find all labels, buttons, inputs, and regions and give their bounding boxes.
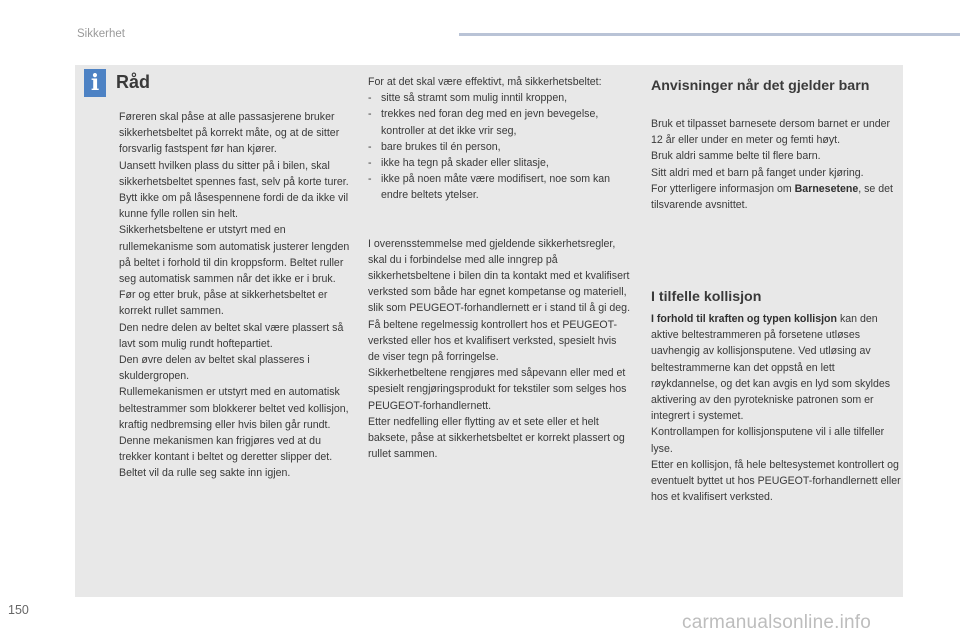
list-item: - ikke på noen måte være modifisert, noe som kan endre beltets ytelser. (368, 173, 611, 202)
page-number: 150 (8, 603, 29, 617)
maintenance-paragraph: Få beltene regelmessig kontrollert hos et PEUGEOT-verksted eller hos et kvalifisert verksted, spesielt hvis de viser tegn på forringelse. (368, 318, 618, 364)
list-item: - trekkes ned foran deg med en jevn bevegelse, kontroller at det ikke vrir seg, (368, 108, 599, 137)
collision-paragraph: Etter en kollisjon, få hele beltesystemet kontrollert og eventuelt byttet ut hos PEUGEOT-forhandlernett eller hos et kvalifisert verksted. (651, 458, 901, 504)
maintenance-paragraph: I overensstemmelse med gjeldende sikkerhetsregler, skal du i forbindelse med alle inngrep på sikkerhetsbeltene i bilen din ta kontakt med et kvalifisert verksted som både har egnet kompetanse og materiell, slik som PEUGEOT-forhandlernett er i stand til å gi deg. (368, 237, 631, 315)
maintenance-paragraph: Sikkerhetbeltene rengjøres med såpevann eller med et spesielt rengjøringsprodukt for tekstiler som selges hos PEUGEOT-forhandlernett. (368, 367, 627, 412)
child-seats-reference: Barnesetene (794, 182, 859, 195)
advice-paragraph: Før og etter bruk, påse at sikkerhetsbeltet er korrekt rullet sammen. (119, 289, 328, 318)
advice-paragraph: Føreren skal påse at alle passasjerene bruker sikkerhetsbeltet på korrekt måte, og at de sitter forsvarlig fastspent før han kjører. (119, 111, 340, 156)
advice-title: Råd (116, 72, 151, 92)
advice-paragraph: Sikkerhetsbeltene er utstyrt med en rullemekanisme som automatisk justerer lengden på beltet i forhold til din kroppsform. Beltet ruller seg automatisk sammen når det ikke er i bruk. (119, 224, 350, 286)
children-paragraph: Bruk et tilpasset barnesete dersom barnet er under 12 år eller under en meter og femti høyt. (651, 118, 891, 147)
advice-paragraph: Bytt ikke om på låsespennene fordi de da ikke vil kunne fylle rollen sin helt. (119, 192, 349, 221)
collision-paragraph: Kontrollampen for kollisjonsputene vil i alle tilfeller lyse. (651, 426, 885, 455)
collision-column (651, 311, 901, 505)
section-header: Sikkerhet (77, 28, 125, 40)
requirements-intro: For at det skal være effektivt, må sikkerhetsbeltet: (368, 76, 602, 88)
children-column (651, 116, 901, 213)
maintenance-paragraph: Etter nedfelling eller flytting av et sete eller et helt baksete, påse at sikkerhetsbeltet er korrekt plassert og rullet sammen. (368, 415, 625, 461)
list-item: - ikke ha tegn på skader eller slitasje, (368, 157, 549, 170)
header-rule (459, 33, 960, 36)
collision-paragraph: I forhold til kraften og typen kollisjon kan den aktive beltestrammeren på forsetene utløses uavhengig av kollisjonsputene. Ved utløsing av beltestrammerne kan det oppstå en lett røykdannelse, og det kan avgis en lyd som skyldes aktivering av den pyrotekniske patronen som er integrert i systemet. (651, 313, 891, 423)
advice-paragraph: Den nedre delen av beltet skal være plassert så lavt som mulig rundt hoftepartiet. (119, 321, 344, 350)
children-paragraph: Bruk aldri samme belte til flere barn. (651, 150, 821, 163)
collision-heading: I tilfelle kollisjon (651, 289, 762, 305)
list-item: - sitte så stramt som mulig inntil kroppen, (368, 92, 568, 105)
children-heading: Anvisninger når det gjelder barn (651, 78, 870, 94)
advice-paragraph: Rullemekanismen er utstyrt med en automatisk beltestrammer som blokkerer beltet ved kollisjon, kraftig nedbremsing eller hvis bilen går rundt. Denne mekanismen kan frigjøres ved at du trekker kontant i beltet og deretter slipper det. Beltet vil da rulle seg sakte inn igjen. (119, 386, 349, 480)
list-item: - bare brukes til én person, (368, 140, 501, 153)
children-paragraph: Sitt aldri med et barn på fanget under kjøring. (651, 166, 864, 179)
advice-paragraph: Uansett hvilken plass du sitter på i bilen, skal sikkerhetsbeltet spennes fast, selv på korte turer. (119, 159, 349, 188)
advice-column (119, 109, 356, 482)
info-icon: i (84, 69, 106, 97)
watermark: carmanualsonline.info (682, 612, 872, 633)
belt-requirements-column (368, 74, 630, 462)
advice-paragraph: Den øvre delen av beltet skal plasseres i skuldergropen. (119, 354, 310, 383)
children-paragraph: For ytterligere informasjon om Barnesetene, se det tilsvarende avsnittet. (651, 182, 893, 212)
